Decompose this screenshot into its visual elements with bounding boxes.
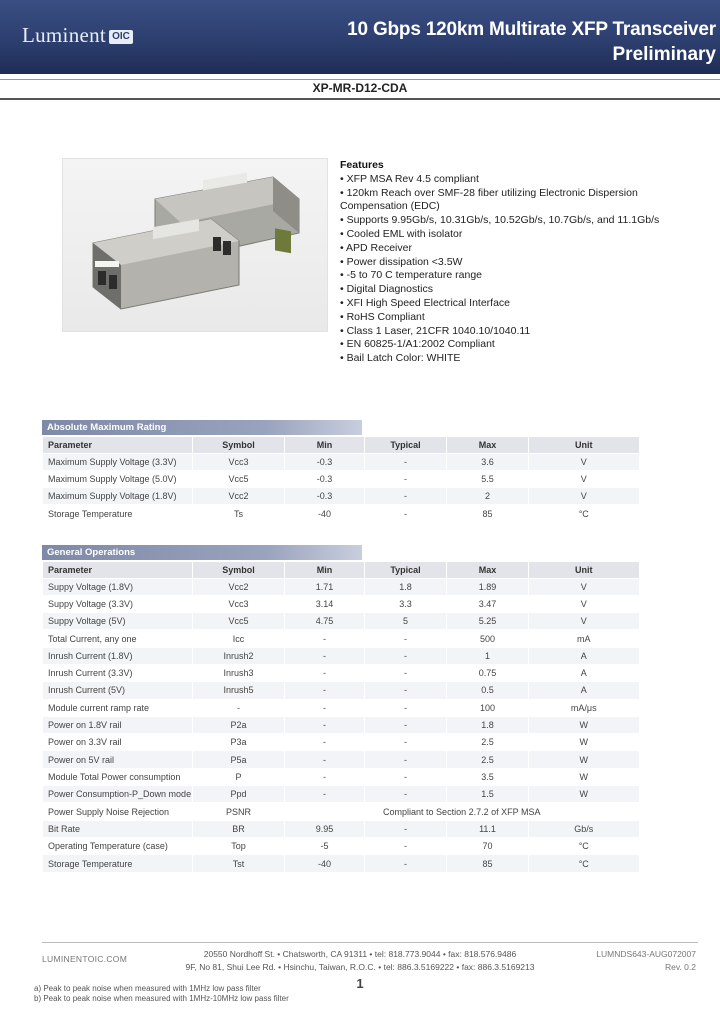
cell-symbol: P <box>193 768 285 785</box>
cell-parameter: Bit Rate <box>43 820 193 837</box>
cell-typical: - <box>365 768 447 785</box>
general-ops-table <box>42 562 639 872</box>
table-row <box>43 751 639 768</box>
general-ops-section-title: General Operations <box>42 545 362 560</box>
cell-typical: - <box>365 682 447 699</box>
cell-max: 1.89 <box>447 578 529 595</box>
cell-typical: - <box>365 488 447 505</box>
abs-max-table <box>42 437 639 522</box>
cell-unit: mA <box>529 630 639 647</box>
cell-symbol: Vcc2 <box>193 488 285 505</box>
cell-typical: - <box>365 855 447 872</box>
cell-symbol: Ts <box>193 505 285 522</box>
cell-typical: 5 <box>365 613 447 630</box>
cell-unit: V <box>529 613 639 630</box>
cell-min: 4.75 <box>285 613 365 630</box>
col-header-symbol: Symbol <box>193 437 285 453</box>
cell-symbol: Vcc5 <box>193 470 285 487</box>
cell-typical: - <box>365 820 447 837</box>
header-banner <box>0 0 720 74</box>
list-item: • Cooled EML with isolator <box>340 227 463 240</box>
cell-typical: - <box>365 699 447 716</box>
abs-max-body <box>43 453 639 522</box>
cell-min: -40 <box>285 505 365 522</box>
list-item: Compensation (EDC) <box>340 200 440 213</box>
cell-max: 1.5 <box>447 786 529 803</box>
cell-typical: - <box>365 664 447 681</box>
cell-max: 3.5 <box>447 768 529 785</box>
cell-typical: - <box>365 647 447 664</box>
cell-max: 100 <box>447 699 529 716</box>
cell-symbol: Inrush3 <box>193 664 285 681</box>
cell-parameter: Suppy Voltage (1.8V) <box>43 578 193 595</box>
cell-max: 2 <box>447 488 529 505</box>
cell-parameter: Inrush Current (5V) <box>43 682 193 699</box>
cell-parameter: Module current ramp rate <box>43 699 193 716</box>
list-item: • XFP MSA Rev 4.5 compliant <box>340 172 479 185</box>
cell-typical: - <box>365 734 447 751</box>
cell-max: 1.8 <box>447 716 529 733</box>
col-header-parameter: Parameter <box>43 562 193 578</box>
cell-symbol: P2a <box>193 716 285 733</box>
footnote-a: a) Peak to peak noise when measured with 1MHz low pass filter <box>34 984 261 993</box>
table-row <box>43 488 639 505</box>
cell-min: - <box>285 664 365 681</box>
cell-min: -0.3 <box>285 488 365 505</box>
cell-unit: W <box>529 768 639 785</box>
xfp-transceiver-illustration <box>63 159 329 333</box>
abs-max-section-title: Absolute Maximum Rating <box>42 420 362 435</box>
cell-symbol: Vcc5 <box>193 613 285 630</box>
cell-symbol: Vcc3 <box>193 453 285 470</box>
cell-max: 0.75 <box>447 664 529 681</box>
cell-symbol: Inrush5 <box>193 682 285 699</box>
cell-unit: W <box>529 716 639 733</box>
table-row <box>43 664 639 681</box>
cell-max: 5.25 <box>447 613 529 630</box>
features-list <box>340 159 710 366</box>
table-row <box>43 855 639 872</box>
cell-max: 3.47 <box>447 595 529 612</box>
cell-min: - <box>285 630 365 647</box>
table-row <box>43 837 639 854</box>
table-row <box>43 820 639 837</box>
cell-typical: 1.8 <box>365 578 447 595</box>
list-item: • Supports 9.95Gb/s, 10.31Gb/s, 10.52Gb/s, 10.7Gb/s, and 11.1Gb/s <box>340 214 660 227</box>
cell-max: 5.5 <box>447 470 529 487</box>
list-item: • RoHS Compliant <box>340 310 425 323</box>
cell-symbol: P5a <box>193 751 285 768</box>
logo-text: Luminent <box>22 22 107 47</box>
cell-parameter: Maximum Supply Voltage (5.0V) <box>43 470 193 487</box>
cell-parameter: Power Consumption-P_Down mode <box>43 786 193 803</box>
table-row <box>43 716 639 733</box>
cell-unit: V <box>529 578 639 595</box>
cell-parameter: Total Current, any one <box>43 630 193 647</box>
cell-min: - <box>285 734 365 751</box>
cell-parameter: Suppy Voltage (5V) <box>43 613 193 630</box>
cell-parameter: Power Supply Noise Rejection <box>43 803 193 820</box>
cell-parameter: Inrush Current (3.3V) <box>43 664 193 681</box>
footer-website-link[interactable]: LUMINENTOIC.COM <box>42 954 128 964</box>
cell-unit: W <box>529 751 639 768</box>
cell-symbol: - <box>193 699 285 716</box>
table-row <box>43 734 639 751</box>
footer-address <box>140 948 580 973</box>
table-row <box>43 786 639 803</box>
cell-parameter: Power on 3.3V rail <box>43 734 193 751</box>
cell-parameter: Storage Temperature <box>43 855 193 872</box>
list-item: • XFI High Speed Electrical Interface <box>340 296 511 309</box>
footnotes <box>34 984 289 1004</box>
col-header-symbol: Symbol <box>193 562 285 578</box>
cell-parameter: Power on 5V rail <box>43 751 193 768</box>
table-row <box>43 505 639 522</box>
col-header-min: Min <box>285 437 365 453</box>
footnote-b: b) Peak to peak noise when measured with 1MHz-10MHz low pass filter <box>34 994 289 1003</box>
cell-max: 3.6 <box>447 453 529 470</box>
cell-max: 500 <box>447 630 529 647</box>
cell-unit: W <box>529 786 639 803</box>
list-item: • 120km Reach over SMF-28 fiber utilizing Electronic Dispersion <box>340 186 638 199</box>
cell-min: - <box>285 768 365 785</box>
cell-symbol: PSNR <box>193 803 285 820</box>
cell-max: 2.5 <box>447 751 529 768</box>
col-header-typical: Typical <box>365 562 447 578</box>
cell-unit: °C <box>529 855 639 872</box>
logo-badge: OIC <box>109 30 133 44</box>
cell-min: 9.95 <box>285 820 365 837</box>
cell-max: 70 <box>447 837 529 854</box>
cell-symbol: Tst <box>193 855 285 872</box>
cell-typical: - <box>365 751 447 768</box>
col-header-max: Max <box>447 437 529 453</box>
table-row <box>43 647 639 664</box>
document-id: LUMNDS643-AUG072007 <box>596 949 696 959</box>
cell-unit: °C <box>529 837 639 854</box>
part-number: XP-MR-D12-CDA <box>312 81 408 95</box>
cell-parameter: Power on 1.8V rail <box>43 716 193 733</box>
cell-min: Compliant to Section 2.7.2 of XFP MSA <box>285 803 639 820</box>
table-row <box>43 630 639 647</box>
cell-parameter: Maximum Supply Voltage (3.3V) <box>43 453 193 470</box>
col-header-typical: Typical <box>365 437 447 453</box>
cell-symbol: Top <box>193 837 285 854</box>
cell-max: 2.5 <box>447 734 529 751</box>
table-row <box>43 699 639 716</box>
footer-divider <box>42 942 698 943</box>
divider <box>0 98 720 100</box>
table-row <box>43 595 639 612</box>
cell-symbol: BR <box>193 820 285 837</box>
cell-min: -0.3 <box>285 470 365 487</box>
cell-unit: V <box>529 453 639 470</box>
page-number: 1 <box>356 976 364 991</box>
cell-symbol: P3a <box>193 734 285 751</box>
cell-unit: W <box>529 734 639 751</box>
cell-typical: - <box>365 716 447 733</box>
cell-unit: °C <box>529 505 639 522</box>
cell-min: - <box>285 786 365 803</box>
footer-doc-info <box>596 948 696 973</box>
table-row <box>43 470 639 487</box>
divider <box>0 79 720 80</box>
list-item: • APD Receiver <box>340 241 412 254</box>
features-title: Features <box>340 159 384 171</box>
cell-parameter: Maximum Supply Voltage (1.8V) <box>43 488 193 505</box>
cell-max: 0.5 <box>447 682 529 699</box>
cell-unit: V <box>529 595 639 612</box>
cell-unit: V <box>529 488 639 505</box>
address-taiwan: 9F, No 81, Shui Lee Rd. • Hsinchu, Taiwan, R.O.C. • tel: 886.3.5169222 • fax: 886.3.5169213 <box>185 961 535 972</box>
general-ops-body <box>43 578 639 872</box>
cell-unit: mA/μs <box>529 699 639 716</box>
cell-parameter: Inrush Current (1.8V) <box>43 647 193 664</box>
cell-typical: - <box>365 505 447 522</box>
cell-typical: - <box>365 837 447 854</box>
cell-typical: 3.3 <box>365 595 447 612</box>
cell-max: 85 <box>447 505 529 522</box>
list-item: • Power dissipation <3.5W <box>340 255 463 268</box>
list-item: • -5 to 70 C temperature range <box>340 269 483 282</box>
list-item: • Digital Diagnostics <box>340 283 433 296</box>
cell-max: 11.1 <box>447 820 529 837</box>
cell-symbol: Vcc2 <box>193 578 285 595</box>
cell-min: 1.71 <box>285 578 365 595</box>
cell-unit: A <box>529 647 639 664</box>
company-logo <box>22 22 133 47</box>
cell-parameter: Module Total Power consumption <box>43 768 193 785</box>
cell-max: 1 <box>447 647 529 664</box>
address-usa: 20550 Nordhoff St. • Chatsworth, CA 91311 • tel: 818.773.9044 • fax: 818.576.9486 <box>203 949 517 959</box>
cell-min: -0.3 <box>285 453 365 470</box>
cell-min: 3.14 <box>285 595 365 612</box>
cell-parameter: Storage Temperature <box>43 505 193 522</box>
cell-unit: A <box>529 682 639 699</box>
cell-max: 85 <box>447 855 529 872</box>
cell-typical: - <box>365 786 447 803</box>
table-header-row <box>43 562 639 578</box>
cell-parameter: Operating Temperature (case) <box>43 837 193 854</box>
cell-min: - <box>285 699 365 716</box>
cell-typical: - <box>365 630 447 647</box>
cell-min: - <box>285 716 365 733</box>
cell-symbol: Vcc3 <box>193 595 285 612</box>
col-header-unit: Unit <box>529 437 639 453</box>
table-row <box>43 682 639 699</box>
table-row <box>43 803 639 820</box>
cell-min: - <box>285 682 365 699</box>
document-revision: Rev. 0.2 <box>664 961 696 972</box>
document-status: Preliminary <box>612 44 716 65</box>
cell-symbol: Ppd <box>193 786 285 803</box>
list-item: • Bail Latch Color: WHITE <box>340 352 461 365</box>
cell-min: -40 <box>285 855 365 872</box>
col-header-min: Min <box>285 562 365 578</box>
list-item: • Class 1 Laser, 21CFR 1040.10/1040.11 <box>340 324 531 337</box>
cell-unit: A <box>529 664 639 681</box>
table-header-row <box>43 437 639 453</box>
table-row <box>43 453 639 470</box>
cell-typical: - <box>365 470 447 487</box>
table-row <box>43 578 639 595</box>
cell-min: - <box>285 751 365 768</box>
document-title: 10 Gbps 120km Multirate XFP Transceiver <box>347 19 716 40</box>
cell-symbol: Icc <box>193 630 285 647</box>
cell-unit: V <box>529 470 639 487</box>
cell-unit: Gb/s <box>529 820 639 837</box>
table-row <box>43 768 639 785</box>
cell-min: - <box>285 647 365 664</box>
list-item: • EN 60825-1/A1:2002 Compliant <box>340 338 495 351</box>
product-photo <box>62 158 328 332</box>
col-header-parameter: Parameter <box>43 437 193 453</box>
col-header-unit: Unit <box>529 562 639 578</box>
cell-min: -5 <box>285 837 365 854</box>
cell-symbol: Inrush2 <box>193 647 285 664</box>
cell-typical: - <box>365 453 447 470</box>
cell-parameter: Suppy Voltage (3.3V) <box>43 595 193 612</box>
table-row <box>43 613 639 630</box>
col-header-max: Max <box>447 562 529 578</box>
